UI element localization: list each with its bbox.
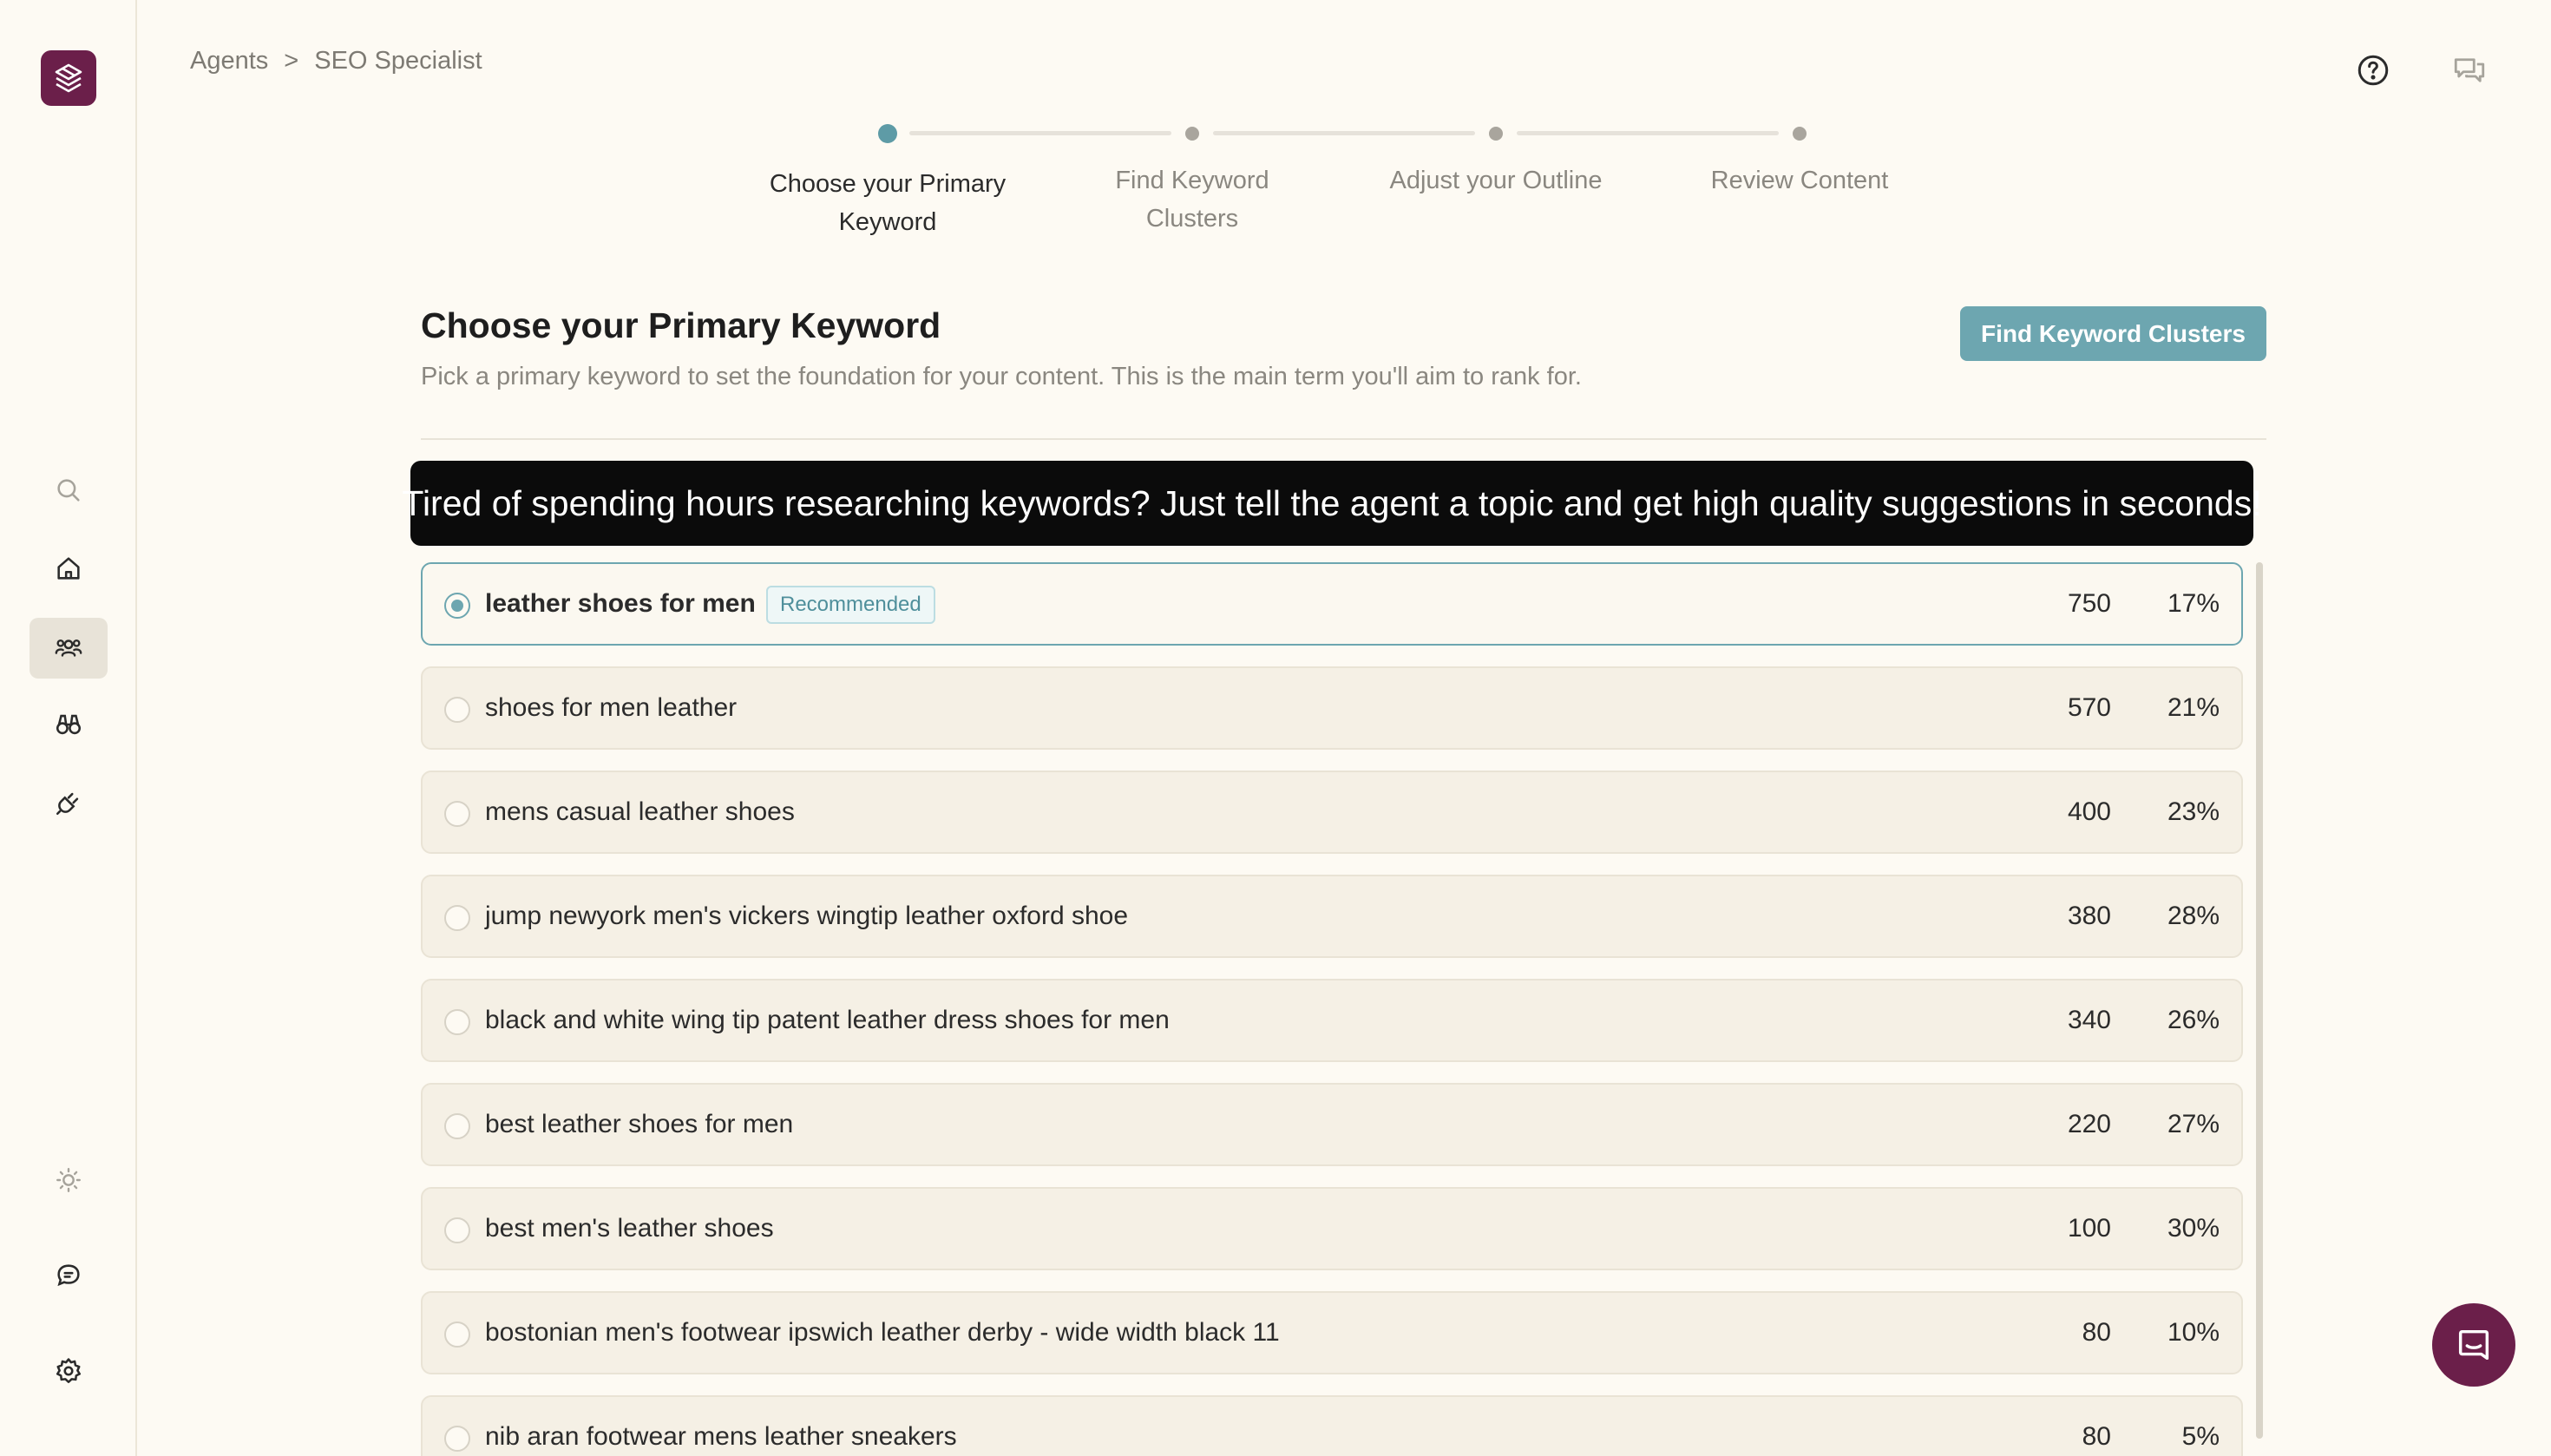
sidebar-item-feedback[interactable]: [30, 1245, 108, 1306]
keyword-difficulty: 10%: [2167, 1318, 2220, 1347]
keyword-volume: 750: [2067, 589, 2111, 618]
keyword-difficulty: 23%: [2167, 797, 2220, 826]
messages-icon: [2451, 52, 2488, 89]
find-keyword-clusters-button[interactable]: Find Keyword Clusters: [1960, 306, 2266, 361]
keyword-row[interactable]: [421, 979, 2243, 1062]
breadcrumb-current: SEO Specialist: [314, 47, 482, 75]
step-adjust-outline[interactable]: [1366, 161, 1626, 200]
keyword-radio[interactable]: [444, 801, 470, 827]
section-divider: [421, 438, 2266, 440]
keyword-difficulty: 17%: [2167, 589, 2220, 618]
breadcrumb-agents-link[interactable]: Agents: [190, 47, 269, 75]
home-icon: [54, 554, 83, 583]
keyword-difficulty: 27%: [2167, 1110, 2220, 1138]
help-icon: [2355, 52, 2391, 89]
keyword-volume: 80: [2082, 1422, 2111, 1451]
app-logo[interactable]: [41, 50, 96, 106]
keyword-row[interactable]: [421, 1187, 2243, 1270]
chat-icon: [54, 1261, 83, 1290]
keyword-difficulty: 28%: [2167, 902, 2220, 930]
search-icon: [54, 475, 83, 505]
keyword-row[interactable]: [421, 1395, 2243, 1456]
keyword-radio[interactable]: [444, 1426, 470, 1452]
recommended-badge: Recommended: [766, 586, 935, 624]
keyword-volume: 570: [2067, 693, 2111, 722]
step-connector: [1517, 131, 1779, 135]
sidebar-item-integrations[interactable]: [30, 772, 108, 833]
keyword-list-scrollbar[interactable]: [2256, 562, 2263, 1439]
sidebar-item-home[interactable]: [30, 538, 108, 599]
sidebar-item-theme[interactable]: [30, 1150, 108, 1210]
logo-icon: [51, 61, 86, 95]
keyword-row[interactable]: [421, 666, 2243, 750]
step-label-line: Keyword: [838, 208, 937, 236]
step-label-line: Adjust your Outline: [1389, 167, 1603, 194]
keyword-row[interactable]: [421, 875, 2243, 958]
keyword-row[interactable]: [421, 562, 2243, 646]
step-label-line: Choose your Primary: [769, 170, 1007, 198]
keyword-text: best leather shoes for men: [485, 1110, 794, 1138]
help-button[interactable]: [2355, 52, 2391, 89]
sun-icon: [54, 1165, 83, 1195]
keyword-volume: 340: [2067, 1006, 2111, 1034]
support-chat-button[interactable]: [2432, 1303, 2515, 1387]
keyword-difficulty: 5%: [2181, 1422, 2220, 1451]
step-connector: [1213, 131, 1475, 135]
step-connector: [909, 131, 1171, 135]
step-dot-active: [878, 124, 897, 143]
keyword-volume: 400: [2067, 797, 2111, 826]
keyword-text: nib aran footwear mens leather sneakers: [485, 1422, 957, 1451]
step-review-content[interactable]: [1669, 161, 1930, 200]
step-label-line: Review Content: [1710, 167, 1889, 194]
step-keyword-clusters[interactable]: [1062, 161, 1322, 238]
progress-stepper: [0, 121, 2551, 252]
keyword-difficulty: 21%: [2167, 693, 2220, 722]
keyword-row[interactable]: [421, 771, 2243, 854]
promo-banner: Tired of spending hours researching keywords? Just tell the agent a topic and get high quality suggestions in seconds!: [410, 461, 2253, 546]
keyword-text: black and white wing tip patent leather dress shoes for men: [485, 1006, 1170, 1034]
keyword-row[interactable]: [421, 1291, 2243, 1374]
keyword-volume: 100: [2067, 1214, 2111, 1243]
page-subtitle: Pick a primary keyword to set the foundation for your content. This is the main term you'll aim to rank for.: [421, 363, 1582, 390]
plug-icon: [54, 788, 83, 817]
keyword-radio[interactable]: [444, 1113, 470, 1139]
keyword-text: bostonian men's footwear ipswich leather derby - wide width black 11: [485, 1318, 1280, 1347]
keyword-difficulty: 26%: [2167, 1006, 2220, 1034]
keyword-radio[interactable]: [444, 1009, 470, 1035]
keyword-radio[interactable]: [444, 905, 470, 931]
keyword-difficulty: 30%: [2167, 1214, 2220, 1243]
chat-bubble-icon: [2454, 1325, 2494, 1365]
agents-icon: [54, 633, 83, 663]
page-title: Choose your Primary Keyword: [421, 305, 941, 345]
keyword-text: jump newyork men's vickers wingtip leather oxford shoe: [485, 902, 1129, 930]
keyword-text: best men's leather shoes: [485, 1214, 774, 1243]
step-label-line: Clusters: [1145, 205, 1239, 233]
breadcrumb: [190, 47, 482, 75]
keyword-radio[interactable]: [444, 1322, 470, 1348]
keyword-text: mens casual leather shoes: [485, 797, 795, 826]
keyword-volume: 380: [2067, 902, 2111, 930]
step-primary-keyword[interactable]: [757, 165, 1018, 241]
step-dot: [1489, 127, 1503, 141]
keyword-volume: 80: [2082, 1318, 2111, 1347]
messages-button[interactable]: [2451, 52, 2488, 89]
keyword-radio[interactable]: [444, 1217, 470, 1243]
gear-icon: [54, 1356, 83, 1386]
keyword-row[interactable]: [421, 1083, 2243, 1166]
breadcrumb-separator: >: [284, 47, 299, 75]
binoculars-icon: [54, 710, 83, 739]
keyword-radio[interactable]: [444, 697, 470, 723]
sidebar-item-search[interactable]: [30, 460, 108, 521]
keyword-text: shoes for men leather: [485, 693, 738, 722]
step-label-line: Find Keyword: [1115, 167, 1269, 194]
step-dot: [1793, 127, 1807, 141]
sidebar-item-settings[interactable]: [30, 1341, 108, 1401]
keyword-volume: 220: [2067, 1110, 2111, 1138]
step-dot: [1185, 127, 1199, 141]
keyword-radio[interactable]: [444, 593, 470, 619]
sidebar-item-explore[interactable]: [30, 694, 108, 755]
keyword-text: leather shoes for men: [485, 589, 756, 618]
sidebar-item-agents[interactable]: [30, 618, 108, 679]
